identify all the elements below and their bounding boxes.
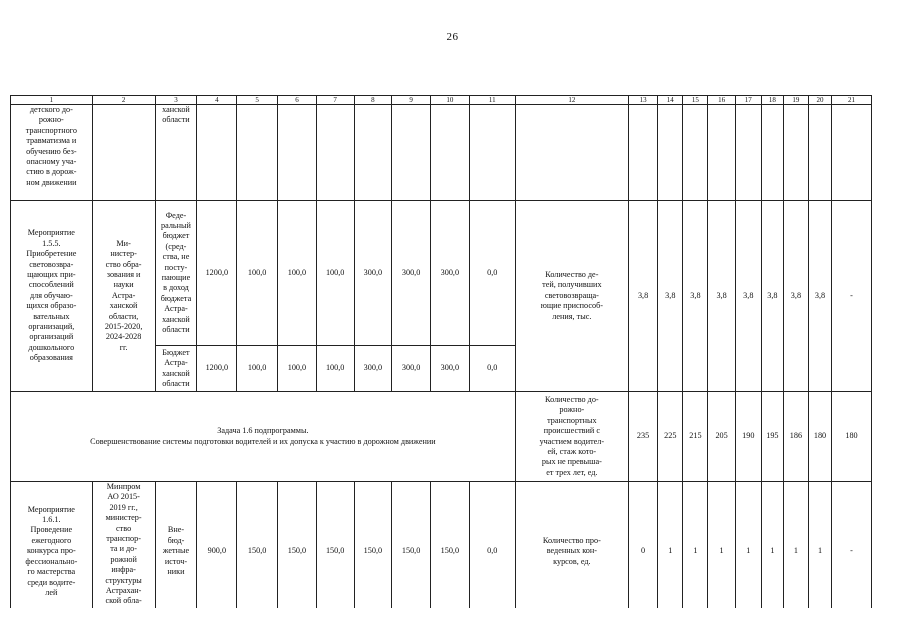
empty-cell [735, 105, 761, 201]
federal-value: 100,0 [278, 201, 317, 346]
col-header: 8 [354, 96, 392, 105]
indicator-value: 186 [783, 392, 808, 482]
col-header: 13 [628, 96, 657, 105]
col-header: 20 [808, 96, 831, 105]
empty-cell [278, 105, 317, 201]
indicator-value: 1 [761, 482, 783, 622]
funding-value: 150,0 [237, 482, 278, 622]
measure-155-row-federal [11, 201, 872, 346]
indicator-value: 195 [761, 392, 783, 482]
col-header: 2 [92, 96, 155, 105]
regional-value: 100,0 [278, 346, 317, 392]
funding-value: 150,0 [316, 482, 354, 622]
col-header: 16 [708, 96, 735, 105]
col-header: 11 [469, 96, 515, 105]
federal-value: 100,0 [316, 201, 354, 346]
col-header: 10 [430, 96, 469, 105]
indicator-value: 3,8 [783, 201, 808, 392]
indicator-value: 1 [658, 482, 683, 622]
empty-cell [683, 105, 708, 201]
regional-value: 0,0 [469, 346, 515, 392]
empty-cell [430, 105, 469, 201]
indicator-value: - [832, 201, 872, 392]
indicator-value: 1 [808, 482, 831, 622]
empty-cell [392, 105, 431, 201]
federal-value: 300,0 [430, 201, 469, 346]
indicator-value: 3,8 [628, 201, 657, 392]
indicator-value: 3,8 [808, 201, 831, 392]
funding-value: 0,0 [469, 482, 515, 622]
measure-155-indicator: Количество де- тей, получивших световозвраща- ющие приспособ- ления, тыс. [515, 201, 628, 392]
col-header: 6 [278, 96, 317, 105]
regional-value: 100,0 [237, 346, 278, 392]
continuation-name: детского до- рожно- транспортного травматизма и обучению без- опасному уча- стию в дорож- ном движении [11, 105, 93, 201]
indicator-value: 205 [708, 392, 735, 482]
empty-cell [808, 105, 831, 201]
funding-value: 900,0 [197, 482, 237, 622]
measure-161-row [11, 482, 872, 622]
program-table [10, 95, 872, 622]
funding-value: 150,0 [278, 482, 317, 622]
indicator-value: 190 [735, 392, 761, 482]
measure-161-indicator: Количество про- веденных кон- курсов, ед. [515, 482, 628, 622]
regional-value: 300,0 [430, 346, 469, 392]
col-header: 9 [392, 96, 431, 105]
regional-value: 300,0 [392, 346, 431, 392]
continuation-row [11, 105, 872, 201]
funding-value: 150,0 [430, 482, 469, 622]
empty-cell [628, 105, 657, 201]
indicator-value: 3,8 [658, 201, 683, 392]
empty-cell [197, 105, 237, 201]
measure-161-name: Мероприятие 1.6.1. Проведение ежегодного конкурса про- фессионально- го мастерства среди водите- лей [11, 482, 93, 622]
task-16-indicator: Количество до- рожно- транспортных происшествий с участием водител- ей, стаж кото- рых не превыша- ет трех лет, ед. [515, 392, 628, 482]
indicator-value: - [832, 482, 872, 622]
col-header: 15 [683, 96, 708, 105]
empty-cell [832, 105, 872, 201]
col-header: 1 [11, 96, 93, 105]
empty-cell [354, 105, 392, 201]
indicator-value: 1 [783, 482, 808, 622]
empty-cell [783, 105, 808, 201]
empty-cell [515, 105, 628, 201]
indicator-value: 215 [683, 392, 708, 482]
col-header: 5 [237, 96, 278, 105]
empty-cell [316, 105, 354, 201]
indicator-value: 180 [832, 392, 872, 482]
federal-value: 0,0 [469, 201, 515, 346]
col-header: 7 [316, 96, 354, 105]
indicator-value: 0 [628, 482, 657, 622]
task-16-row [11, 392, 872, 482]
federal-value: 100,0 [237, 201, 278, 346]
funding-value: 150,0 [354, 482, 392, 622]
indicator-value: 3,8 [735, 201, 761, 392]
measure-155-executor: Ми- нистер- ство обра- зования и науки Астра- ханской области, 2015-2020, 2024-2028 гг. [92, 201, 155, 392]
regional-value: 100,0 [316, 346, 354, 392]
col-header: 14 [658, 96, 683, 105]
col-header: 17 [735, 96, 761, 105]
col-header: 18 [761, 96, 783, 105]
page-number: 26 [446, 31, 459, 43]
indicator-value: 180 [808, 392, 831, 482]
measure-155-name: Мероприятие 1.5.5. Приобретение световозвра- щающих при- способлений для обучаю- щихся образо- вательных организаций, организаций дошкольного образования [11, 201, 93, 392]
indicator-value: 1 [683, 482, 708, 622]
measure-155-source-federal: Феде- ральный бюджет (сред- ства, не посту- пающие в доход бюджета Астра- ханской области [155, 201, 197, 346]
federal-value: 1200,0 [197, 201, 237, 346]
federal-value: 300,0 [354, 201, 392, 346]
indicator-value: 3,8 [761, 201, 783, 392]
empty-cell [92, 105, 155, 201]
continuation-source: ханской области [155, 105, 197, 201]
regional-value: 1200,0 [197, 346, 237, 392]
indicator-value: 225 [658, 392, 683, 482]
funding-value: 150,0 [392, 482, 431, 622]
header-row [11, 96, 872, 105]
col-header: 12 [515, 96, 628, 105]
regional-value: 300,0 [354, 346, 392, 392]
empty-cell [761, 105, 783, 201]
empty-cell [237, 105, 278, 201]
federal-value: 300,0 [392, 201, 431, 346]
indicator-value: 1 [708, 482, 735, 622]
col-header: 19 [783, 96, 808, 105]
empty-cell [469, 105, 515, 201]
col-header: 4 [197, 96, 237, 105]
task-16-title: Задача 1.6 подпрограммы. Совершенствование системы подготовки водителей и их допуска к участию в дорожном движении [11, 392, 516, 482]
indicator-value: 1 [735, 482, 761, 622]
empty-cell [708, 105, 735, 201]
empty-cell [658, 105, 683, 201]
page-bottom-margin [0, 608, 905, 640]
measure-161-source: Вне- бюд- жетные источ- ники [155, 482, 197, 622]
measure-161-executor: Минпром АО 2015- 2019 гг., министер- ство транспор- та и до- рожной инфра- структуры Астрахан- ской обла- [92, 482, 155, 622]
col-header: 3 [155, 96, 197, 105]
indicator-value: 3,8 [683, 201, 708, 392]
indicator-value: 235 [628, 392, 657, 482]
measure-155-source-regional: Бюджет Астра- ханской области [155, 346, 197, 392]
col-header: 21 [832, 96, 872, 105]
indicator-value: 3,8 [708, 201, 735, 392]
